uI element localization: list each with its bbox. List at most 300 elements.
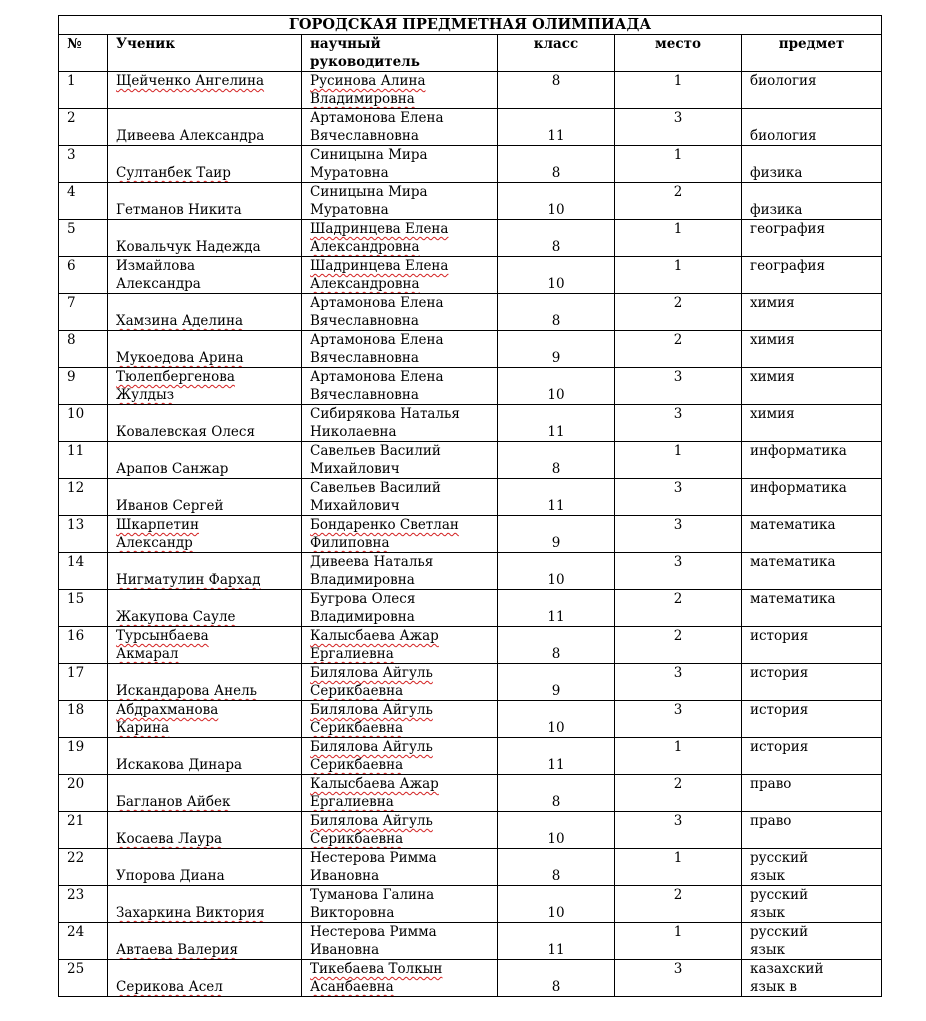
- header-subject: предмет: [742, 35, 882, 72]
- student-name: Ковалевская Олеся: [116, 424, 255, 440]
- cell-class: [498, 442, 615, 479]
- cell-student: [108, 553, 302, 590]
- cell-student: [108, 849, 302, 886]
- cell-place: 3: [615, 368, 742, 405]
- subject-value: информатика: [750, 480, 847, 496]
- student-name: Искандарова Анель: [116, 683, 258, 699]
- subject-line1: русский: [750, 924, 809, 940]
- cell-num: 22: [59, 849, 108, 886]
- table-row: [59, 479, 882, 516]
- student-wrap: [116, 775, 301, 811]
- class-value: 11: [547, 128, 565, 144]
- cell-num: 15: [59, 590, 108, 627]
- advisor-line2: Михайлович: [310, 498, 400, 514]
- student-name-line1: Абдрахманова: [116, 702, 219, 718]
- student-wrap: [116, 553, 301, 589]
- cell-student: [108, 294, 302, 331]
- table-row: [59, 849, 882, 886]
- cell-place: 1: [615, 146, 742, 183]
- cell-student: [108, 627, 302, 664]
- table-row: [59, 368, 882, 405]
- cell-advisor: [302, 368, 498, 405]
- cell-student: [108, 257, 302, 294]
- cell-num: 2: [59, 109, 108, 146]
- cell-subject: [742, 109, 882, 146]
- table-row: [59, 627, 882, 664]
- cell-student: [108, 664, 302, 701]
- cell-subject: [742, 849, 882, 886]
- subject-value: история: [750, 702, 809, 718]
- subject-line2: язык: [750, 905, 786, 921]
- subject-value: химия: [750, 369, 795, 385]
- subject-value: биология: [750, 128, 817, 144]
- cell-subject: [742, 590, 882, 627]
- subject-value: история: [750, 739, 809, 755]
- advisor-line2: Вячеславновна: [310, 313, 419, 329]
- cell-class: [498, 220, 615, 257]
- advisor-line1: Калысбаева Ажар: [310, 776, 439, 792]
- cell-num: 23: [59, 886, 108, 923]
- student-name: Арапов Санжар: [116, 461, 229, 477]
- cell-place: 2: [615, 294, 742, 331]
- subject-line1: русский: [750, 850, 809, 866]
- cell-advisor: [302, 146, 498, 183]
- advisor-line1: Бугрова Олеся: [310, 591, 416, 607]
- advisor-line2: Серикбаевна: [310, 720, 404, 736]
- cell-subject: [742, 183, 882, 220]
- student-name: Гетманов Никита: [116, 202, 242, 218]
- student-name: Хамзина Аделина: [116, 313, 244, 329]
- student-name-line2: Жулдыз: [116, 387, 175, 403]
- cell-subject: [742, 146, 882, 183]
- cell-subject: [742, 812, 882, 849]
- advisor-line2: Муратовна: [310, 165, 389, 181]
- cell-advisor: [302, 442, 498, 479]
- cell-advisor: [302, 738, 498, 775]
- cell-advisor: [302, 72, 498, 109]
- cell-subject: [742, 72, 882, 109]
- advisor-line1: Шадринцева Елена: [310, 258, 449, 274]
- student-wrap: [116, 220, 301, 256]
- cell-subject: [742, 368, 882, 405]
- cell-place: 1: [615, 220, 742, 257]
- table-row: [59, 775, 882, 812]
- student-wrap: [116, 146, 301, 182]
- advisor-line1: Артамонова Елена: [310, 369, 444, 385]
- student-name: Мукоедова Арина: [116, 350, 244, 366]
- student-name: Автаева Валерия: [116, 942, 238, 958]
- cell-advisor: [302, 627, 498, 664]
- cell-class: [498, 775, 615, 812]
- student-name: Захаркина Виктория: [116, 905, 265, 921]
- advisor-line1: Савельев Василий: [310, 480, 441, 496]
- table-row: [59, 294, 882, 331]
- cell-class: [498, 516, 615, 553]
- advisor-line2: Серикбаевна: [310, 683, 404, 699]
- student-name-line1: Турсынбаева: [116, 628, 209, 644]
- cell-place: 1: [615, 738, 742, 775]
- cell-student: [108, 479, 302, 516]
- class-value: 8: [551, 868, 561, 884]
- cell-subject: [742, 405, 882, 442]
- cell-place: 3: [615, 553, 742, 590]
- student-name: Упорова Диана: [116, 868, 225, 884]
- cell-class: [498, 257, 615, 294]
- student-name: Иванов Сергей: [116, 498, 224, 514]
- class-value: 10: [547, 202, 565, 218]
- cell-advisor: [302, 109, 498, 146]
- cell-class: [498, 886, 615, 923]
- advisor-line2: Владимировна: [310, 572, 415, 588]
- cell-class: [498, 146, 615, 183]
- subject-line2: язык: [750, 868, 786, 884]
- cell-student: [108, 220, 302, 257]
- cell-class: 8: [498, 72, 615, 109]
- cell-num: 21: [59, 812, 108, 849]
- advisor-line1: Нестерова Римма: [310, 924, 437, 940]
- class-value: 8: [551, 461, 561, 477]
- advisor-line2: Серикбаевна: [310, 831, 404, 847]
- table-row: [59, 109, 882, 146]
- cell-class: [498, 294, 615, 331]
- cell-student: [108, 109, 302, 146]
- student-name: Щейченко Ангелина: [116, 73, 265, 89]
- advisor-line1: Тикебаева Толкын: [310, 961, 443, 977]
- cell-student: [108, 738, 302, 775]
- subject-value: математика: [750, 554, 836, 570]
- class-value: 10: [547, 276, 565, 292]
- class-value: 9: [551, 350, 561, 366]
- class-value: 10: [547, 720, 565, 736]
- cell-student: [108, 442, 302, 479]
- cell-student: [108, 331, 302, 368]
- cell-subject: [742, 220, 882, 257]
- table-row: [59, 664, 882, 701]
- subject-value: информатика: [750, 443, 847, 459]
- cell-num: 24: [59, 923, 108, 960]
- subject-value: история: [750, 628, 809, 644]
- header-advisor-line2: руководитель: [310, 54, 420, 70]
- cell-student: [108, 775, 302, 812]
- cell-place: 3: [615, 664, 742, 701]
- advisor-line2: Викторовна: [310, 905, 395, 921]
- olympiad-results-table: [58, 15, 882, 997]
- advisor-line2: Серикбаевна: [310, 757, 404, 773]
- cell-class: [498, 590, 615, 627]
- subject-wrap: [750, 109, 881, 145]
- table-row: [59, 331, 882, 368]
- header-class: класс: [498, 35, 615, 72]
- cell-subject: [742, 627, 882, 664]
- cell-advisor: [302, 294, 498, 331]
- student-name: Багланов Айбек: [116, 794, 231, 810]
- header-advisor-line1: научный: [310, 36, 381, 52]
- advisor-line1: Бондаренко Светлан: [310, 517, 459, 533]
- advisor-line1: Артамонова Елена: [310, 332, 444, 348]
- cell-student: [108, 405, 302, 442]
- class-value: 8: [551, 646, 561, 662]
- cell-student: [108, 590, 302, 627]
- cell-subject: [742, 738, 882, 775]
- student-wrap: [116, 331, 301, 367]
- student-name-line2: Карина: [116, 720, 170, 736]
- cell-num: 6: [59, 257, 108, 294]
- cell-student: [108, 701, 302, 738]
- class-value: 8: [551, 313, 561, 329]
- cell-student: [108, 960, 302, 997]
- advisor-line2: Александровна: [310, 239, 420, 255]
- advisor-line1: Артамонова Елена: [310, 295, 444, 311]
- advisor-line1: Синицына Мира: [310, 147, 428, 163]
- student-name-line1: Измайлова: [116, 258, 196, 274]
- cell-subject: [742, 479, 882, 516]
- subject-line1: казахский: [750, 961, 824, 977]
- cell-class: [498, 479, 615, 516]
- table-row: [59, 812, 882, 849]
- class-value: 8: [551, 239, 561, 255]
- cell-advisor: [302, 183, 498, 220]
- header-num: №: [59, 35, 108, 72]
- cell-advisor: [302, 553, 498, 590]
- subject-value: физика: [750, 165, 803, 181]
- cell-student: [108, 146, 302, 183]
- advisor-line2: Ивановна: [310, 868, 380, 884]
- cell-num: 4: [59, 183, 108, 220]
- cell-student: [108, 368, 302, 405]
- cell-student: [108, 886, 302, 923]
- cell-subject: [742, 886, 882, 923]
- advisor-line1: Синицына Мира: [310, 184, 428, 200]
- advisor-line1: Нестерова Римма: [310, 850, 437, 866]
- table-row: [59, 590, 882, 627]
- cell-place: 1: [615, 442, 742, 479]
- cell-class: [498, 738, 615, 775]
- subject-line1: русский: [750, 887, 809, 903]
- subject-wrap: [750, 183, 881, 219]
- cell-place: 3: [615, 516, 742, 553]
- student-wrap: [116, 886, 301, 922]
- cell-student: [108, 812, 302, 849]
- cell-class: [498, 405, 615, 442]
- student-name: Дивеева Александра: [116, 128, 265, 144]
- student-name-line1: Шкарпетин: [116, 517, 199, 533]
- cell-place: 1: [615, 72, 742, 109]
- subject-value: математика: [750, 591, 836, 607]
- cell-place: 3: [615, 960, 742, 997]
- advisor-line1: Билялова Айгуль: [310, 665, 433, 681]
- class-value: 11: [547, 609, 565, 625]
- header-student: Ученик: [108, 35, 302, 72]
- class-value: 10: [547, 387, 565, 403]
- cell-place: 3: [615, 109, 742, 146]
- cell-place: 3: [615, 701, 742, 738]
- student-wrap: [116, 923, 301, 959]
- student-name: Серикова Асел: [116, 979, 223, 995]
- cell-place: 2: [615, 775, 742, 812]
- table-row: [59, 146, 882, 183]
- advisor-line2: Ергалиевна: [310, 794, 394, 810]
- cell-class: [498, 183, 615, 220]
- cell-num: 11: [59, 442, 108, 479]
- subject-value: физика: [750, 202, 803, 218]
- cell-advisor: [302, 405, 498, 442]
- student-name: Жакупова Сауле: [116, 609, 236, 625]
- advisor-line2: Вячеславновна: [310, 350, 419, 366]
- advisor-line2: Владимировна: [310, 91, 415, 107]
- cell-place: 2: [615, 183, 742, 220]
- header-advisor: [302, 35, 498, 72]
- advisor-line1: Билялова Айгуль: [310, 739, 433, 755]
- class-value: 11: [547, 424, 565, 440]
- cell-advisor: [302, 479, 498, 516]
- cell-num: 19: [59, 738, 108, 775]
- cell-class: [498, 849, 615, 886]
- subject-line2: язык в: [750, 979, 797, 995]
- cell-subject: [742, 442, 882, 479]
- table-row: [59, 553, 882, 590]
- advisor-line2: Михайлович: [310, 461, 400, 477]
- subject-value: биология: [750, 73, 817, 89]
- cell-num: 17: [59, 664, 108, 701]
- student-name: Ковальчук Надежда: [116, 239, 261, 255]
- cell-place: 2: [615, 886, 742, 923]
- cell-advisor: [302, 220, 498, 257]
- cell-place: 2: [615, 590, 742, 627]
- subject-value: химия: [750, 406, 795, 422]
- cell-num: 8: [59, 331, 108, 368]
- student-name-line2: Александра: [116, 276, 201, 292]
- student-name: Султанбек Таир: [116, 165, 231, 181]
- cell-class: [498, 960, 615, 997]
- cell-num: 10: [59, 405, 108, 442]
- cell-subject: [742, 257, 882, 294]
- table-row: [59, 72, 882, 109]
- advisor-line2: Владимировна: [310, 609, 415, 625]
- cell-place: 1: [615, 923, 742, 960]
- header-place: место: [615, 35, 742, 72]
- cell-num: 13: [59, 516, 108, 553]
- subject-value: география: [750, 221, 826, 237]
- cell-subject: [742, 923, 882, 960]
- student-name: Искакова Динара: [116, 757, 243, 773]
- student-name-line2: Акмарал: [116, 646, 179, 662]
- advisor-line2: Вячеславновна: [310, 387, 419, 403]
- student-name: Нигматулин Фархад: [116, 572, 261, 588]
- cell-student: [108, 923, 302, 960]
- table-row: [59, 960, 882, 997]
- class-value: 10: [547, 572, 565, 588]
- cell-class: [498, 701, 615, 738]
- subject-value: история: [750, 665, 809, 681]
- advisor-line1: Калысбаева Ажар: [310, 628, 439, 644]
- table-row: [59, 516, 882, 553]
- cell-advisor: [302, 886, 498, 923]
- student-wrap: [116, 960, 301, 996]
- student-wrap: [116, 590, 301, 626]
- title-row: [59, 16, 882, 35]
- student-wrap: [116, 405, 301, 441]
- class-value: 10: [547, 905, 565, 921]
- student-wrap: [116, 664, 301, 700]
- table-row: [59, 257, 882, 294]
- subject-value: химия: [750, 295, 795, 311]
- advisor-line2: Филиповна: [310, 535, 390, 551]
- table-row: [59, 405, 882, 442]
- cell-class: [498, 553, 615, 590]
- subject-value: право: [750, 776, 792, 792]
- student-name-line1: Тюлепбергенова: [116, 369, 235, 385]
- advisor-line2: Вячеславновна: [310, 128, 419, 144]
- cell-num: 7: [59, 294, 108, 331]
- cell-student: [108, 72, 302, 109]
- cell-place: 1: [615, 849, 742, 886]
- advisor-line1: Билялова Айгуль: [310, 813, 433, 829]
- header-row: [59, 35, 882, 72]
- cell-num: 20: [59, 775, 108, 812]
- cell-num: 12: [59, 479, 108, 516]
- advisor-line1: Русинова Алина: [310, 73, 426, 89]
- cell-advisor: [302, 590, 498, 627]
- advisor-line1: Сибирякова Наталья: [310, 406, 460, 422]
- subject-value: география: [750, 258, 826, 274]
- cell-num: 3: [59, 146, 108, 183]
- advisor-line2: Ергалиевна: [310, 646, 394, 662]
- cell-place: 3: [615, 812, 742, 849]
- advisor-line2: Муратовна: [310, 202, 389, 218]
- cell-class: [498, 109, 615, 146]
- student-wrap: [116, 183, 301, 219]
- subject-value: математика: [750, 517, 836, 533]
- student-name: Косаева Лаура: [116, 831, 223, 847]
- table-row: [59, 923, 882, 960]
- cell-place: 2: [615, 627, 742, 664]
- student-wrap: [116, 109, 301, 145]
- cell-num: 25: [59, 960, 108, 997]
- student-wrap: [116, 812, 301, 848]
- cell-student: [108, 183, 302, 220]
- subject-wrap: [750, 146, 881, 182]
- cell-advisor: [302, 516, 498, 553]
- table-title: ГОРОДСКАЯ ПРЕДМЕТНАЯ ОЛИМПИАДА: [59, 16, 882, 35]
- subject-value: химия: [750, 332, 795, 348]
- cell-subject: [742, 775, 882, 812]
- cell-advisor: [302, 812, 498, 849]
- cell-subject: [742, 960, 882, 997]
- cell-num: 14: [59, 553, 108, 590]
- class-value: 10: [547, 831, 565, 847]
- cell-advisor: [302, 960, 498, 997]
- cell-place: 2: [615, 331, 742, 368]
- cell-advisor: [302, 923, 498, 960]
- cell-advisor: [302, 849, 498, 886]
- advisor-line2: Асанбаевна: [310, 979, 394, 995]
- cell-subject: [742, 553, 882, 590]
- table-row: [59, 738, 882, 775]
- cell-subject: [742, 664, 882, 701]
- advisor-line2: Николаевна: [310, 424, 397, 440]
- cell-class: [498, 923, 615, 960]
- cell-subject: [742, 331, 882, 368]
- advisor-line2: Ивановна: [310, 942, 380, 958]
- cell-num: 18: [59, 701, 108, 738]
- advisor-line1: Туманова Галина: [310, 887, 435, 903]
- class-value: 11: [547, 498, 565, 514]
- table-row: [59, 183, 882, 220]
- class-value: 9: [551, 535, 561, 551]
- cell-num: 5: [59, 220, 108, 257]
- cell-num: 9: [59, 368, 108, 405]
- advisor-line2: Александровна: [310, 276, 420, 292]
